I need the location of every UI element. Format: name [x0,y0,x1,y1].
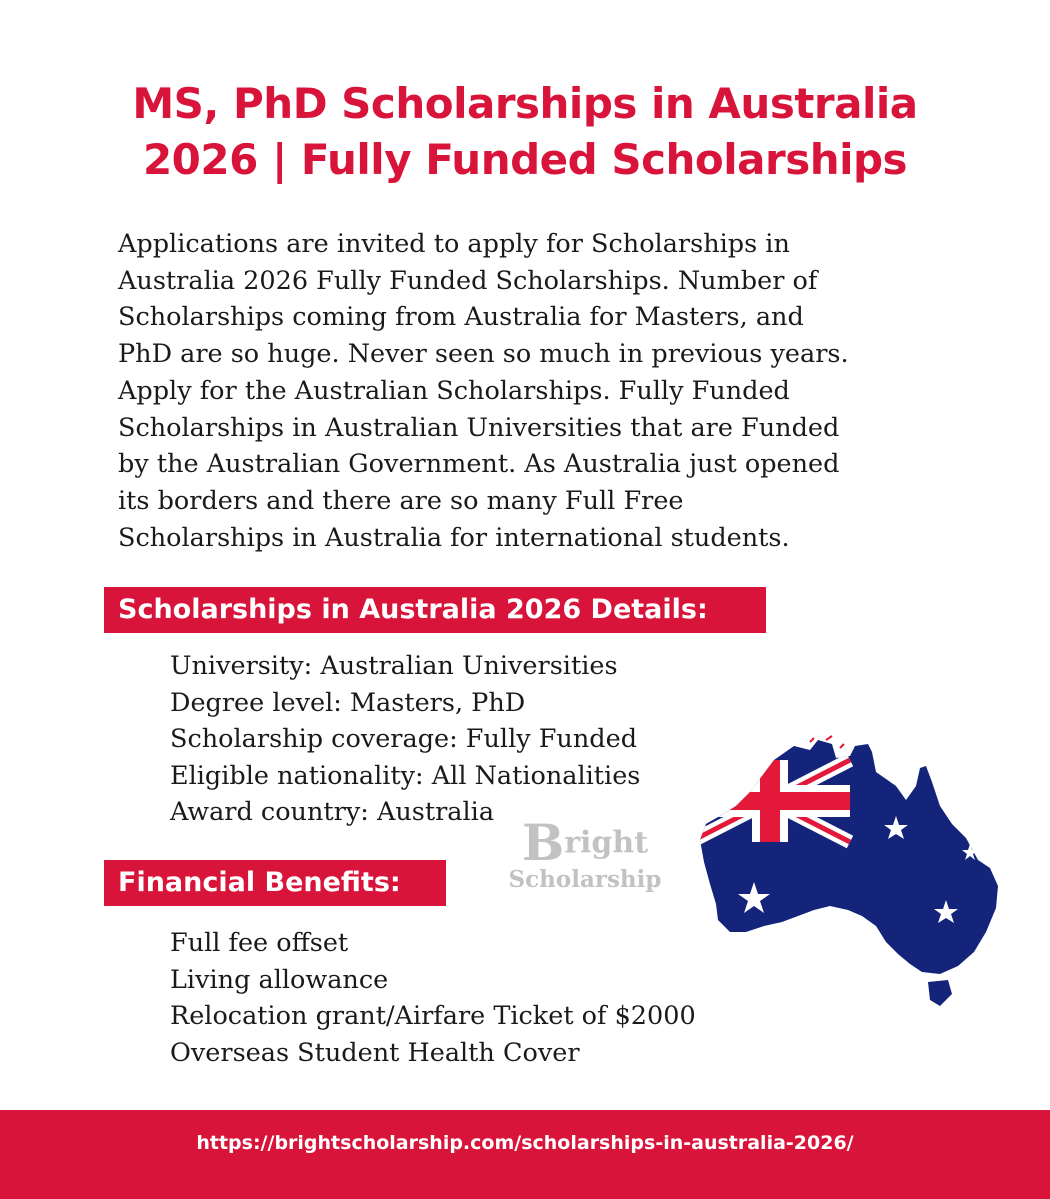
watermark-initial: B [521,813,565,872]
details-heading: Scholarships in Australia 2026 Details: [104,587,766,633]
title-line-2: 2026 | Fully Funded Scholarships [142,135,908,184]
intro-line: Scholarships in Australian Universities that are Funded [118,412,840,443]
intro-line: its borders and there are so many Full Free [118,485,684,516]
details-item: Award country: Australia [170,797,495,827]
details-item: University: Australian Universities [170,651,618,681]
details-item: Degree level: Masters, PhD [170,687,526,718]
flag-cross-red-h [690,792,850,810]
details-item: Scholarship coverage: Fully Funded [170,724,638,754]
footer-url-link[interactable]: https://brightscholarship.com/scholarships-in-australia-2026/ [196,1132,854,1154]
watermark-word: right [564,825,649,861]
intro-line: PhD are so huge. Never seen so much in previous years. [118,339,849,370]
details-list [170,648,640,831]
brand-watermark [495,813,675,894]
benefits-item: Full fee offset [170,928,349,958]
tasmania-shape [928,980,952,1006]
intro-line: Apply for the Australian Scholarships. Fully Funded [118,375,790,406]
intro-line: Scholarships in Australia for international students. [118,522,790,553]
benefits-item: Overseas Student Health Cover [170,1037,580,1068]
australia-flag-map-icon [690,720,1008,1010]
intro-line: by the Australian Government. As Australia just opened [118,449,840,480]
benefits-heading: Financial Benefits: [104,860,446,906]
watermark-subword: Scholarship [508,866,662,893]
benefits-item: Relocation grant/Airfare Ticket of $2000 [170,1001,696,1031]
benefits-item: Living allowance [170,964,389,995]
intro-line: Applications are invited to apply for Scholarships in [118,229,790,259]
intro-line: Australia 2026 Fully Funded Scholarships. Number of [118,265,818,296]
intro-paragraph [118,226,938,556]
title-line-1: MS, PhD Scholarships in Australia [132,79,918,128]
details-item: Eligible nationality: All Nationalities [170,760,641,791]
intro-line: Scholarships coming from Australia for Masters, and [118,302,804,333]
page-title [0,76,1050,188]
benefits-list [170,925,696,1071]
